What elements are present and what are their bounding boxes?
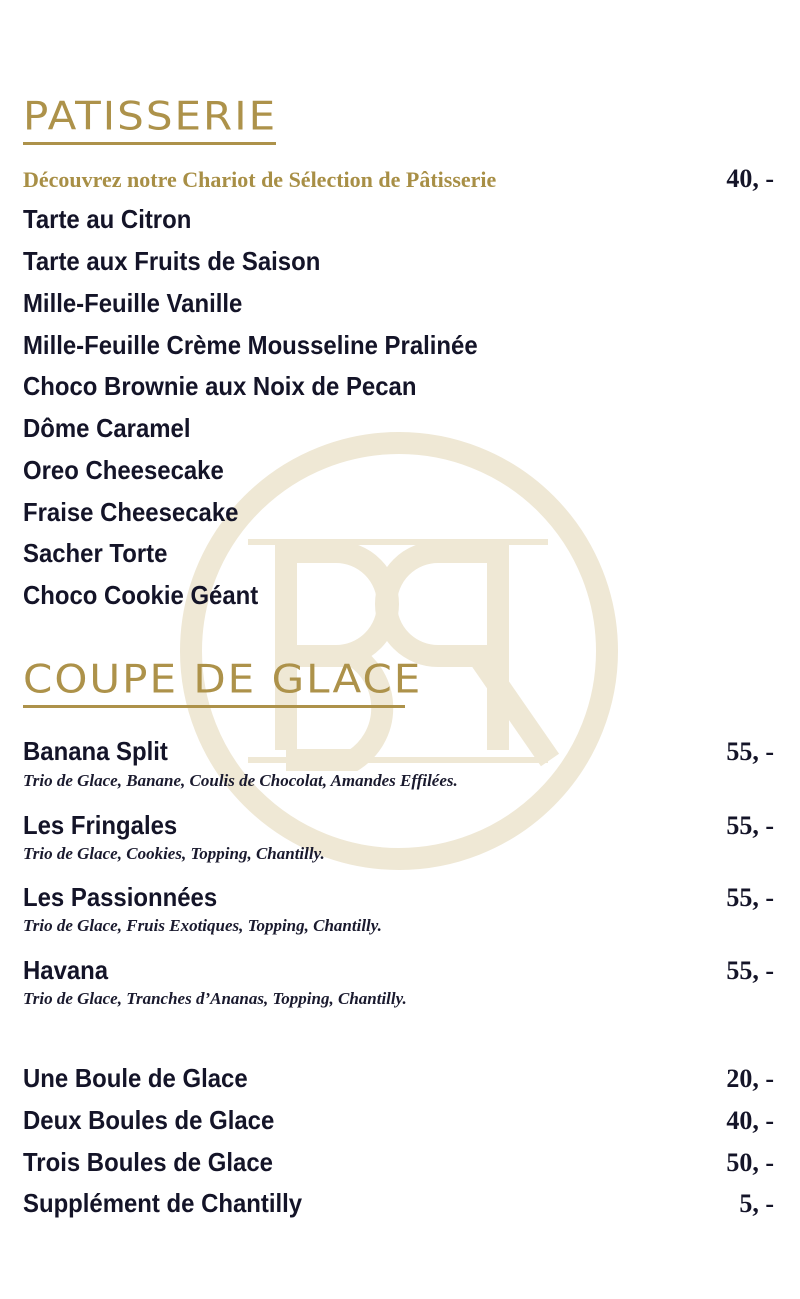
- item-name: Tarte aux Fruits de Saison: [23, 246, 321, 276]
- patisserie-item: [23, 204, 774, 235]
- patisserie-intro-price: 40, -: [726, 164, 774, 193]
- item-price: 5, -: [739, 1189, 774, 1218]
- item-name: Trois Boules de Glace: [23, 1147, 273, 1177]
- coupe-item: [23, 736, 774, 767]
- item-name: Havana: [23, 955, 109, 985]
- patisserie-item: [23, 246, 774, 277]
- item-name: Choco Cookie Géant: [23, 580, 259, 610]
- patisserie-item: [23, 330, 774, 361]
- item-name: Mille-Feuille Vanille: [23, 288, 243, 318]
- patisserie-title: PATISSERIE: [23, 93, 278, 139]
- item-price: 55, -: [726, 883, 774, 912]
- scoop-item: [23, 1188, 774, 1219]
- coupe-de-glace-title: COUPE DE GLACE: [23, 656, 423, 702]
- item-name: Oreo Cheesecake: [23, 455, 224, 485]
- patisserie-item: [23, 455, 774, 486]
- item-name: Dôme Caramel: [23, 413, 191, 443]
- scoop-item: [23, 1105, 774, 1136]
- patisserie-intro-row: [23, 164, 774, 194]
- patisserie-item: [23, 371, 774, 402]
- item-description: Trio de Glace, Tranches d’Ananas, Topping, Chantilly.: [23, 989, 407, 1008]
- item-price: 20, -: [726, 1064, 774, 1093]
- coupe-de-glace-underline: [23, 705, 405, 708]
- item-name: Une Boule de Glace: [23, 1063, 248, 1093]
- patisserie-item: [23, 497, 774, 528]
- patisserie-item: [23, 288, 774, 319]
- item-name: Tarte au Citron: [23, 204, 192, 234]
- item-price: 40, -: [726, 1106, 774, 1135]
- item-description: Trio de Glace, Banane, Coulis de Chocolat, Amandes Effilées.: [23, 771, 458, 790]
- item-name: Supplément de Chantilly: [23, 1188, 303, 1218]
- item-description: Trio de Glace, Cookies, Topping, Chantilly.: [23, 844, 325, 863]
- coupe-item: [23, 882, 774, 913]
- scoop-item: [23, 1147, 774, 1178]
- item-name: Sacher Torte: [23, 538, 168, 568]
- patisserie-item: [23, 580, 774, 611]
- item-name: Banana Split: [23, 736, 168, 766]
- item-price: 50, -: [726, 1148, 774, 1177]
- item-name: Fraise Cheesecake: [23, 497, 239, 527]
- coupe-item: [23, 810, 774, 841]
- patisserie-item: [23, 413, 774, 444]
- item-price: 55, -: [726, 737, 774, 766]
- item-price: 55, -: [726, 811, 774, 840]
- coupe-item: [23, 955, 774, 986]
- patisserie-underline: [23, 142, 276, 145]
- item-name: Les Fringales: [23, 810, 178, 840]
- item-name: Les Passionnées: [23, 882, 218, 912]
- patisserie-intro-label: Découvrez notre Chariot de Sélection de Pâtisserie: [23, 167, 497, 192]
- item-name: Choco Brownie aux Noix de Pecan: [23, 371, 417, 401]
- item-description: Trio de Glace, Fruis Exotiques, Topping, Chantilly.: [23, 916, 382, 935]
- item-name: Deux Boules de Glace: [23, 1105, 275, 1135]
- item-price: 55, -: [726, 956, 774, 985]
- scoop-item: [23, 1063, 774, 1094]
- patisserie-item: [23, 538, 774, 569]
- item-name: Mille-Feuille Crème Mousseline Pralinée: [23, 330, 478, 360]
